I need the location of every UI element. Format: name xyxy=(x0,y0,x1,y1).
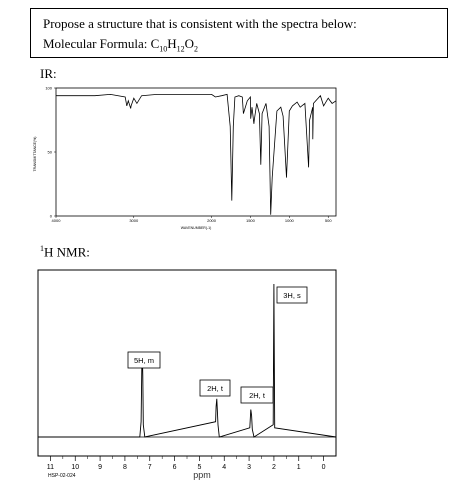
formula-label: Molecular Formula: xyxy=(43,36,151,51)
ir-y-tick-group xyxy=(45,86,56,219)
nmr-x-tick-label: 5 xyxy=(197,464,202,471)
nmr-x-tick-label: 3 xyxy=(247,464,252,471)
ir-y-axis-label: TRANSMITTANCE(%) xyxy=(33,136,37,172)
ir-y-tick-label: 100 xyxy=(45,85,52,91)
ir-plot-frame xyxy=(56,88,336,216)
ir-x-tick-label: 1500 xyxy=(245,218,255,223)
ir-spectrum xyxy=(28,84,340,232)
nmr-footer-code: HSP-02-024 xyxy=(48,473,76,479)
formula-o-count: 2 xyxy=(194,44,199,54)
ir-x-tick-label: 3000 xyxy=(129,218,139,223)
question-box xyxy=(30,8,448,58)
nmr-x-tick-label: 9 xyxy=(98,464,103,471)
nmr-x-tick-label: 10 xyxy=(71,464,80,471)
nmr-peak-label: 3H, s xyxy=(283,291,301,300)
nmr-x-tick-label: 8 xyxy=(122,464,127,471)
nmr-peak-label: 2H, t xyxy=(249,391,265,400)
formula-c-count: 10 xyxy=(159,44,168,54)
nmr-label-text: H NMR: xyxy=(44,244,90,260)
formula-h: H xyxy=(167,36,177,51)
ir-y-tick-label: 0 xyxy=(49,213,52,219)
nmr-x-tick-label: 2 xyxy=(271,464,276,471)
nmr-x-tick-group xyxy=(47,456,326,471)
nmr-label-superscript: 1 xyxy=(40,244,44,253)
nmr-x-tick-label: 7 xyxy=(147,464,152,471)
ir-x-axis-label: WAVENUMBER(-1) xyxy=(180,226,212,230)
formula-o: O xyxy=(184,36,195,51)
nmr-peak-label-group xyxy=(128,287,307,403)
nmr-peak-label: 5H, m xyxy=(133,356,155,365)
nmr-label xyxy=(40,244,90,260)
ir-label: IR: xyxy=(40,66,57,81)
question-prompt: Propose a structure that is consistent with the spectra below: xyxy=(43,16,357,31)
ir-x-tick-label: 2000 xyxy=(207,218,217,223)
formula-c: C xyxy=(150,36,160,51)
ir-spectrum-trace xyxy=(56,94,336,214)
ir-x-tick-group xyxy=(49,213,333,223)
nmr-x-tick-label: 11 xyxy=(46,464,55,471)
ir-x-tick-label: 1000 xyxy=(284,218,294,223)
nmr-spectrum xyxy=(30,262,340,484)
nmr-x-tick-label: 1 xyxy=(296,464,301,471)
ir-y-tick-label: 50 xyxy=(47,149,52,155)
nmr-x-axis-label: ppm xyxy=(193,470,211,480)
formula-h-count: 12 xyxy=(176,44,185,54)
nmr-x-tick-label: 4 xyxy=(222,464,227,471)
ir-x-tick-label: 500 xyxy=(324,218,332,223)
molecular-formula xyxy=(43,36,198,54)
nmr-spectrum-trace xyxy=(38,284,336,437)
ir-x-tick-label: 4000 xyxy=(51,218,61,223)
nmr-peak-label: 2H, t xyxy=(207,384,223,393)
nmr-x-tick-label: 0 xyxy=(321,464,326,471)
nmr-x-tick-label: 6 xyxy=(172,464,177,471)
